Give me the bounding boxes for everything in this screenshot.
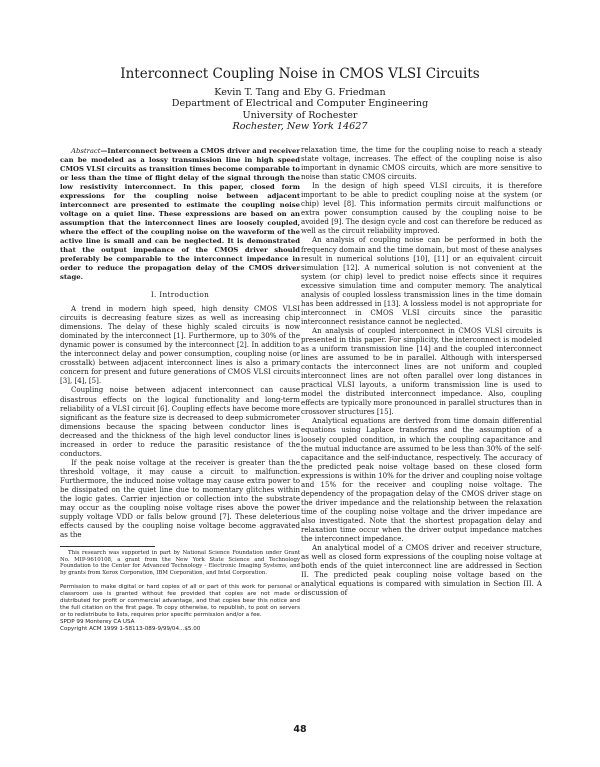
abstract-label: Abstract [71, 147, 101, 155]
intro-paragraph-1: A trend in modern high speed, high density CMOS VLSI circuits is decreasing feature sizes as well as increasing chip dimensions. The delay of these highly scaled circuits is now dominated by the interconnect [1]. Furthermore, up to 30% of the dynamic power is consumed by the interconnect [2]. In addition to the interconnect delay and power consumption, coupling noise (or crosstalk) between adjacent interconnect lines is also a primary concern for present and future generations of CMOS VLSI circuits [3], [4], [5]. [60, 304, 300, 386]
body-paragraph-5: Analytical equations are derived from time domain differential equations using Laplace transforms and the assumption of a loosely coupled condition, in which the coupling capacitance and the mutual inductance are assumed to be less than 30% of the self-capacitance and the self-inductance, respectively. The accuracy of the predicted peak noise voltage based on these closed form expressions is within 10% for the driver and coupling noise voltage and 15% for the receiver and coupling noise voltage. The dependency of the propagation delay of the CMOS driver stage on the driver impedance and the relationship between the relaxation time of the coupling noise voltage and the driver impedance are also investigated. Note that the shortest propagation delay and relaxation time occur when the driver output impedance matches the interconnect impedance. [301, 416, 542, 544]
paper-title: Interconnect Coupling Noise in CMOS VLSI Circuits [120, 66, 480, 82]
page-number: 48 [293, 724, 307, 735]
body-paragraph-2: In the design of high speed VLSI circuits, it is therefore important to be able to predict coupling noise at the system (or chip) level [8]. This information permits circuit malfunctions or extra power consumption caused by the coupling noise to be avoided [9]. The design cycle and cost can therefore be reduced as well as the circuit reliability improved. [301, 181, 542, 236]
abstract [60, 147, 300, 282]
author-university: University of Rochester [242, 109, 358, 121]
right-column [301, 145, 542, 597]
funding-footnote: This research was supported in part by National Science Foundation under Grant No. MIP-9610108, a grant from the New York State Science and Technology Foundation to the Center for Advanced Technology - Electronic Imaging Systems, and by grants from Xerox Corporation, IBM Corporation, and Intel Corporation. [60, 550, 300, 577]
abstract-text: —Interconnect between a CMOS driver and receiver can be modeled as a lossy transmission line in high speed CMOS VLSI circuits as transition times become comparable to or less than the time of flight delay of the signal through the low resistivity interconnect. In this paper, closed form expressions for the coupling noise between adjacent interconnect are presented to estimate the coupling noise voltage on a quiet line. These expressions are based on an assumption that the interconnect lines are loosely coupled, where the effect of the coupling noise on the waveform of the active line is small and can be neglected. It is demonstrated that the output impedance of the CMOS driver should preferably be comparable to the interconnect impedance in order to reduce the propagation delay of the CMOS driver stage. [60, 147, 300, 281]
body-paragraph-4: An analysis of coupled interconnect in CMOS VLSI circuits is presented in this paper. For simplicity, the interconnect is modeled as a uniform transmission line [14] and the coupled interconnect lines are assumed to be in parallel. Although with interspersed contacts the interconnect lines are not uniform and coupled interconnect lines are not often parallel over long distances in practical VLSI layouts, a uniform transmission line is used to model the distributed interconnect impedance. Also, coupling effects are typically more pronounced in parallel structures than in crossover structures [15]. [301, 325, 542, 417]
copyright-line: Copyright ACM 1999 1-58113-089-9/99/04...$5.00 [60, 625, 201, 632]
permission-notice: Permission to make digital or hard copies of all or part of this work for personal or classroom use is granted without fee provided that copies are not made or distributed for profit or commercial advantage, and that copies bear this notice and the full citation on the first page. To copy otherwise, to republish, to post on servers or to redistribute to lists, requires prior specific permission and/or a fee. [60, 583, 300, 618]
author-city: Rochester, New York 14627 [232, 121, 368, 133]
footnote-divider [60, 546, 155, 547]
body-paragraph-1: relaxation time, the time for the coupling noise to reach a steady state voltage, increases. The effect of the coupling noise is also important in dynamic CMOS circuits, which are more sensitive to noise than static CMOS circuits. [301, 145, 542, 182]
intro-paragraph-2: Coupling noise between adjacent interconnect can cause disastrous effects on the logical functionality and long-term reliability of a VLSI circuit [6]. Coupling effects have become more significant as the feature size is decreased to deep submicrometer dimensions because the spacing between conductor lines is decreased and the thickness of the high level conductor lines is increased in order to reduce the parasitic resistance of the conductors. [60, 385, 300, 458]
author-names: Kevin T. Tang and Eby G. Friedman [214, 87, 386, 98]
section-heading-introduction: I. Introduction [150, 290, 210, 299]
author-block [0, 87, 600, 133]
body-paragraph-3: An analysis of coupling noise can be performed in both the frequency domain and the time domain, but most of these analyses result in numerical solutions [10], [11] or an equivalent circuit simulation [12]. A numerical solution is not convenient at the system (or chip) level to predict noise effects since it requires excessive simulation time and computer memory. The analytical analysis of coupled lossless transmission lines in the time domain has been addressed in [13]. A lossless model is not appropriate for interconnect in CMOS VLSI circuits since the parasitic interconnect resistance cannot be neglected. [301, 235, 542, 326]
conference-line: SPDP 99 Monterey CA USA [60, 618, 135, 625]
author-department: Department of Electrical and Computer Engineering [171, 98, 429, 110]
left-column [60, 147, 300, 633]
intro-paragraph-3: If the peak noise voltage at the receiver is greater than the threshold voltage, it may cause a circuit to malfunction. Furthermore, the induced noise voltage may cause extra power to be dissipated on the quiet line due to momentary glitches within the logic gates. Carrier injection or collection into the substrate may occur as the coupling noise voltage rises above the power supply voltage VDD or falls below ground [7]. These deleterious effects caused by the coupling noise voltage become aggravated as the [60, 457, 300, 540]
body-paragraph-6: An analytical model of a CMOS driver and receiver structure, as well as closed form expressions of the coupling noise voltage at both ends of the quiet interconnect line are addressed in Section II. The predicted peak coupling noise voltage based on the analytical equations is compared with simulation in Section III. A discussion of [301, 543, 542, 598]
